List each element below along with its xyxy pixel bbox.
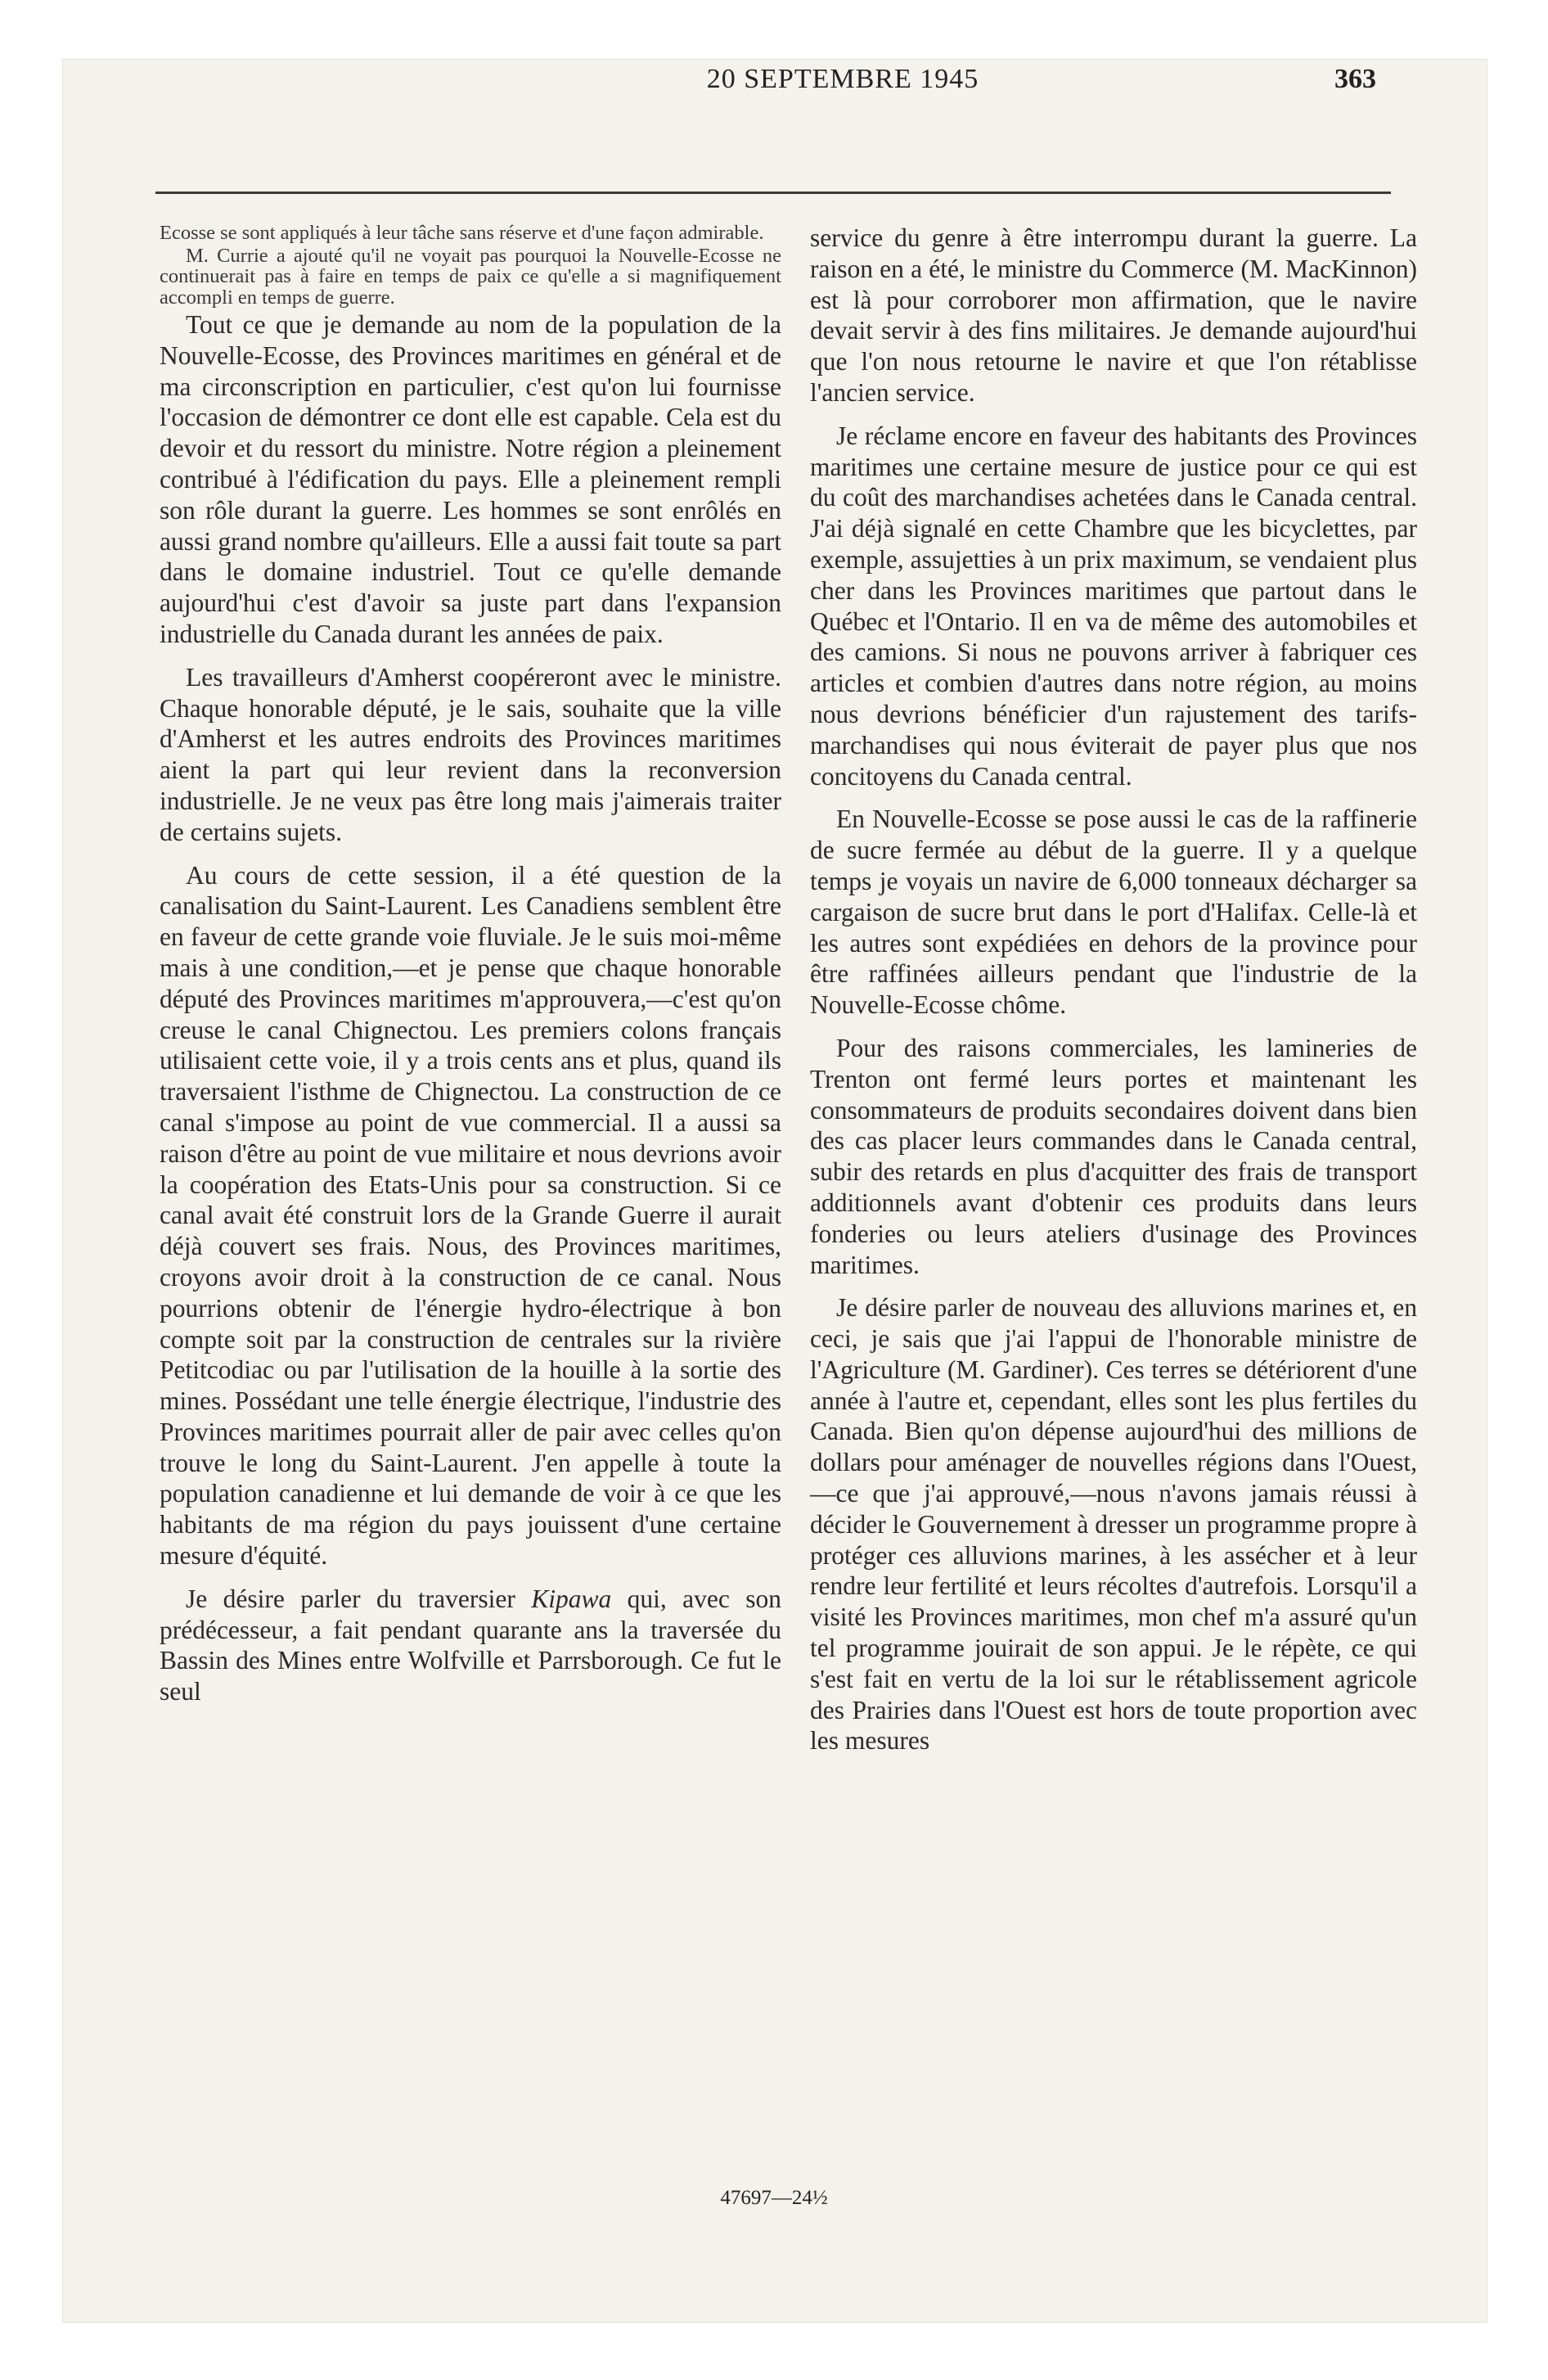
- paragraph: Au cours de cette session, il a été question de la canalisation du Saint-Laurent. Les Canadiens semblent être en faveur de cette grande voie fluviale. Je le suis moi-même mais à une condition,—et je pense que chaque honorable député des Provinces maritimes m'approuvera,—c'est qu'on creuse le canal Chignectou. Les premiers colons français utilisaient cette voie, il y a trois cents ans et plus, quand ils traversaient l'isthme de Chignectou. La construction de ce canal s'impose au point de vue commercial. Il a aussi sa raison d'être au point de vue militaire et nous devrions avoir la coopération des Etats-Unis pour sa construction. Si ce canal avait été construit lors de la Grande Guerre il aurait déjà couvert ses frais. Nous, des Provinces maritimes, croyons avoir droit à la construction de ce canal. Nous pourrions obtenir de l'énergie hydro-électrique à bon compte soit par la construction de centrales sur la rivière Petitcodiac ou par l'utilisation de la houille à la sortie des mines. Possédant une telle énergie électrique, l'industrie des Provinces maritimes pourrait aller de pair avec celles qu'on trouve le long du Saint-Laurent. J'en appelle à toute la population canadienne et lui demande de voir à ce que les habitants de ma région du pays jouissent d'une certaine mesure d'équité.: [160, 860, 781, 1571]
- paragraph: Je désire parler de nouveau des alluvions marines et, en ceci, je sais que j'ai l'appui de l'honorable ministre de l'Agriculture (M. Gardiner). Ces terres se détériorent d'une année à l'autre et, cependant, elles sont les plus fertiles du Canada. Bien qu'on dépense aujourd'hui des millions de dollars pour aménager de nouvelles régions dans l'Ouest,—ce que j'ai approuvé,—nous n'avons jamais réussi à décider le Gouvernement à dresser un programme propre à protéger ces alluvions marines, à les assécher et à leur rendre leur fertilité et leurs récoltes d'autrefois. Lorsqu'il a visité les Provinces maritimes, mon chef m'a assuré qu'un tel programme jouirait de son appui. Je le répète, ce qui s'est fait en vertu de la loi sur le rétablissement agricole des Prairies dans l'Ouest est hors de toute proportion avec les mesures: [810, 1293, 1417, 1756]
- ship-name: Kipawa: [531, 1584, 612, 1613]
- small-paragraph: M. Currie a ajouté qu'il ne voyait pas pourquoi la Nouvelle-Ecosse ne continuerait pas à faire en temps de paix ce qu'elle a si magnifiquement accompli en temps de guerre.: [160, 244, 781, 309]
- small-paragraph: Ecosse se sont appliqués à leur tâche sans réserve et d'une façon admirable.: [160, 222, 764, 244]
- text-run: qui, avec son prédécesseur, a fait pendant quarante ans la traversée du Bassin des Mines entre Wolfville et Parrsborough. Ce fut le seul: [160, 1584, 781, 1706]
- right-column: [810, 223, 1417, 1769]
- header-rule: [155, 192, 1391, 194]
- paragraph-kipawa: [160, 1584, 781, 1707]
- paragraph: Je réclame encore en faveur des habitants des Provinces maritimes une certaine mesure de justice pour ce qui est du coût des marchandises achetées dans le Canada central. J'ai déjà signalé en cette Chambre que les bicyclettes, par exemple, assujetties à un prix maximum, se vendaient plus cher dans les Provinces maritimes que partout dans le Québec et l'Ontario. Il en va de même des automobiles et des camions. Si nous ne pouvons arriver à fabriquer ces articles et combien d'autres dans notre région, au moins nous devrions bénéficier d'un rajustement des tarifs-marchandises qui nous éviterait de payer plus que nos concitoyens du Canada central.: [810, 421, 1417, 791]
- paragraph: Pour des raisons commerciales, les lamineries de Trenton ont fermé leurs portes et maintenant les consommateurs de produits secondaires doivent dans bien des cas placer leurs commandes dans le Canada central, subir des retards en plus d'acquitter des frais de transport additionnels avant d'obtenir ces produits dans leurs fonderies ou leurs ateliers d'usinage des Provinces maritimes.: [810, 1033, 1417, 1279]
- text-run: Je désire parler du traversier: [186, 1584, 532, 1613]
- paragraph: Les travailleurs d'Amherst coopéreront avec le ministre. Chaque honorable député, je le sais, souhaite que la ville d'Amherst et les autres endroits des Provinces maritimes aient la part qui leur revient dans la reconversion industrielle. Je ne veux pas être long mais j'aimerais traiter de certains sujets.: [160, 662, 781, 846]
- footer-signature: 47697—24½: [720, 2187, 828, 2209]
- left-column: [160, 223, 781, 1720]
- paragraph-continuation: service du genre à être interrompu durant la guerre. La raison en a été, le ministre du Commerce (M. MacKinnon) est là pour corroborer mon affirmation, que le navire devait servir à des fins militaires. Je demande aujourd'hui que l'on nous retourne le navire et que l'on rétablisse l'ancien service.: [810, 223, 1417, 407]
- page-number: 363: [1334, 64, 1376, 94]
- small-print-block: [160, 223, 781, 308]
- paragraph: Tout ce que je demande au nom de la population de la Nouvelle-Ecosse, des Provinces maritimes en général et de ma circonscription en particulier, c'est qu'on lui fournisse l'occasion de démontrer ce dont elle est capable. Cela est du devoir et du ressort du ministre. Notre région a pleinement contribué à l'édification du pays. Elle a pleinement rempli son rôle durant la guerre. Les hommes se sont enrôlés en aussi grand nombre qu'ailleurs. Elle a aussi fait toute sa part dans le domaine industriel. Tout ce qu'elle demande aujourd'hui c'est d'avoir sa juste part dans l'expansion industrielle du Canada durant les années de paix.: [160, 310, 781, 648]
- paragraph: En Nouvelle-Ecosse se pose aussi le cas de la raffinerie de sucre fermée au début de la guerre. Il y a quelque temps je voyais un navire de 6,000 tonneaux décharger sa cargaison de sucre brut dans le port d'Halifax. Celle-là et les autres sont expédiées en dehors de la province pour être raffinées ailleurs pendant que l'industrie de la Nouvelle-Ecosse chôme.: [810, 805, 1417, 1020]
- header-date: 20 SEPTEMBRE 1945: [706, 64, 979, 94]
